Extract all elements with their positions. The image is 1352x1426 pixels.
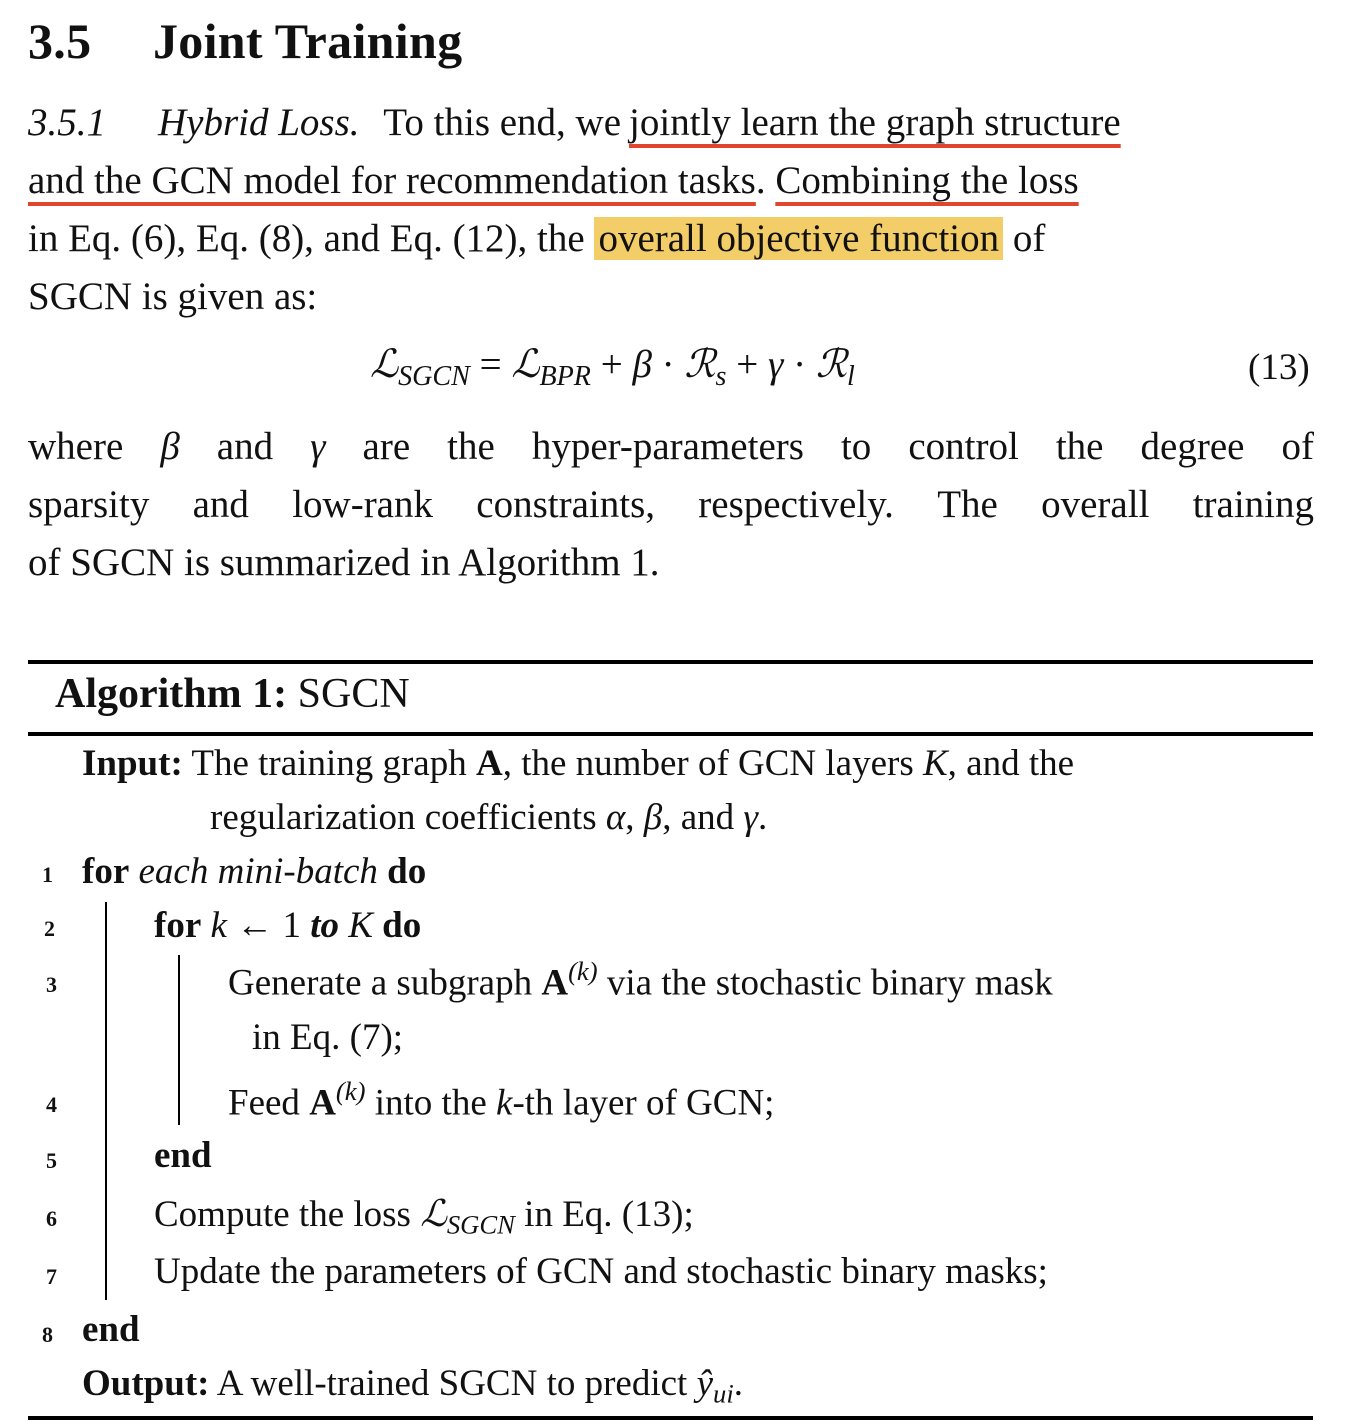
plus: + (600, 343, 623, 386)
subscript: ui (713, 1378, 734, 1409)
text: into the (374, 1082, 487, 1124)
word: to (840, 425, 872, 468)
algorithm-title (55, 670, 410, 718)
algorithm-name: SGCN (297, 671, 410, 717)
line-number: 2 (44, 916, 55, 941)
algorithm-line-3 (228, 956, 1053, 1005)
text: , and (662, 797, 735, 838)
word: overall (1041, 483, 1150, 526)
gamma: γ (743, 797, 758, 838)
line-number: 4 (46, 1092, 57, 1117)
line-number: 6 (46, 1206, 57, 1231)
algorithm-line-2 (154, 904, 421, 947)
subsection-title: Hybrid Loss. (158, 101, 360, 144)
beta: β (160, 425, 180, 468)
word: low-rank (292, 483, 433, 526)
keyword: do (387, 851, 427, 892)
beta: β (643, 797, 663, 838)
inner-loop-bar (178, 955, 180, 1125)
algorithm-line-5: end (154, 1135, 212, 1176)
gamma: γ (767, 343, 784, 386)
section-title: Joint Training (153, 13, 463, 69)
dot: · (661, 343, 675, 386)
text: in Eq. (6), Eq. (8), and Eq. (12), the (28, 217, 585, 260)
regularizer-symbol: ℛ (684, 343, 716, 386)
line-number: 3 (46, 972, 57, 997)
keyword: do (382, 905, 422, 946)
matrix-A: A (541, 962, 569, 1004)
var-K: K (348, 905, 373, 946)
word: and (216, 425, 274, 468)
underlined-annotation[interactable]: and the GCN model for recommendation tasks (28, 159, 756, 202)
text: Generate a subgraph (228, 962, 533, 1004)
keyword: for (82, 851, 130, 892)
word: are (362, 425, 411, 468)
algorithm-line-6 (154, 1192, 694, 1240)
section-heading (28, 12, 462, 70)
gamma: γ (310, 425, 326, 468)
text: each mini-batch (138, 851, 378, 892)
word: The (937, 483, 998, 526)
keyword: for (154, 905, 202, 946)
equals: = (479, 343, 502, 386)
word: where (28, 425, 124, 468)
input-label: Input: (82, 743, 183, 784)
text: in Eq. (13); (524, 1194, 694, 1235)
algorithm-header-rule (28, 732, 1313, 736)
output-label: Output: (82, 1363, 210, 1404)
line-number: 1 (42, 862, 53, 887)
paragraph-2-line-3: of SGCN is summarized in Algorithm 1. (28, 541, 660, 584)
algorithm-bottom-rule (28, 1416, 1313, 1420)
alpha: α (605, 797, 626, 838)
beta: β (632, 343, 652, 386)
word: respectively. (698, 483, 894, 526)
word: hyper-parameters (531, 425, 804, 468)
word: degree (1140, 425, 1245, 468)
loss-symbol: ℒ (370, 343, 399, 386)
underlined-annotation[interactable]: Combining the loss (775, 159, 1079, 202)
plus: + (736, 343, 759, 386)
text: To this end, we (383, 101, 622, 144)
algorithm-line-4 (228, 1076, 774, 1125)
period: . (755, 159, 766, 202)
paragraph-2-line-2 (28, 476, 1314, 534)
superscript: (k) (568, 956, 598, 986)
algorithm-input-line-1 (82, 742, 1074, 785)
section-number: 3.5 (28, 13, 92, 69)
text: of (1012, 217, 1046, 260)
outer-loop-bar (105, 902, 107, 1300)
subscript: l (846, 360, 855, 392)
algorithm-line-8: end (82, 1309, 140, 1350)
word: sparsity (28, 483, 150, 526)
loss-symbol: ℒ (511, 343, 540, 386)
algorithm-label: Algorithm 1: (55, 671, 288, 717)
line-number: 7 (46, 1264, 57, 1289)
y-hat: ŷ (696, 1363, 714, 1404)
algorithm-input-line-2: regularization coefficients α, β, and γ. (210, 797, 768, 838)
period: . (733, 1363, 743, 1404)
subsection-number: 3.5.1 (28, 101, 106, 144)
subscript: s (715, 360, 727, 392)
word: constraints, (476, 483, 655, 526)
subscript: BPR (539, 360, 591, 392)
subscript: SGCN (398, 360, 470, 392)
matrix-A: A (309, 1082, 336, 1124)
dot: · (793, 343, 807, 386)
text: -th layer of GCN; (512, 1082, 775, 1124)
var-k: k (210, 905, 227, 946)
text: Compute the loss (154, 1194, 411, 1235)
equation-13 (370, 342, 855, 393)
text: regularization coefficients (210, 797, 597, 838)
algorithm-line-3-cont: in Eq. (7); (252, 1017, 404, 1058)
highlighted-annotation[interactable]: overall objective function (594, 217, 1003, 260)
line-number: 8 (42, 1322, 53, 1347)
algorithm-top-rule (28, 660, 1313, 664)
word: of (1281, 425, 1314, 468)
regularizer-symbol: ℛ (815, 343, 847, 386)
arrow: ← (236, 905, 274, 946)
loss-symbol: ℒ (420, 1194, 447, 1235)
line-number: 5 (46, 1148, 57, 1173)
superscript: (k) (335, 1076, 366, 1106)
algorithm-line-1 (82, 850, 426, 893)
matrix-A: A (475, 743, 503, 784)
number: 1 (282, 905, 301, 946)
algorithm-output (82, 1362, 743, 1409)
underlined-annotation[interactable]: jointly learn the graph structure (629, 101, 1121, 144)
text: , the number of GCN layers (502, 743, 914, 784)
equation-number: (13) (1248, 347, 1310, 388)
paragraph-1-line-1 (28, 94, 1121, 152)
var-k: k (496, 1082, 513, 1124)
text: The training graph (191, 743, 467, 784)
paragraph-1-line-4: SGCN is given as: (28, 275, 318, 318)
paragraph-1-line-3 (28, 210, 1045, 268)
text: Feed (228, 1082, 300, 1124)
text: via the stochastic binary mask (606, 962, 1053, 1004)
paragraph-2-line-1 (28, 418, 1314, 476)
word: the (1055, 425, 1104, 468)
keyword: to (310, 905, 339, 946)
paragraph-1-line-2 (28, 152, 1079, 210)
word: the (447, 425, 495, 468)
word: training (1192, 483, 1314, 526)
word: control (908, 425, 1019, 468)
word: and (192, 483, 249, 526)
algorithm-line-7: Update the parameters of GCN and stochastic binary masks; (154, 1251, 1048, 1292)
var-K: K (922, 743, 948, 784)
text: A well-trained SGCN to predict (216, 1363, 688, 1404)
text: , and the (947, 743, 1075, 784)
subscript: SGCN (446, 1209, 515, 1240)
